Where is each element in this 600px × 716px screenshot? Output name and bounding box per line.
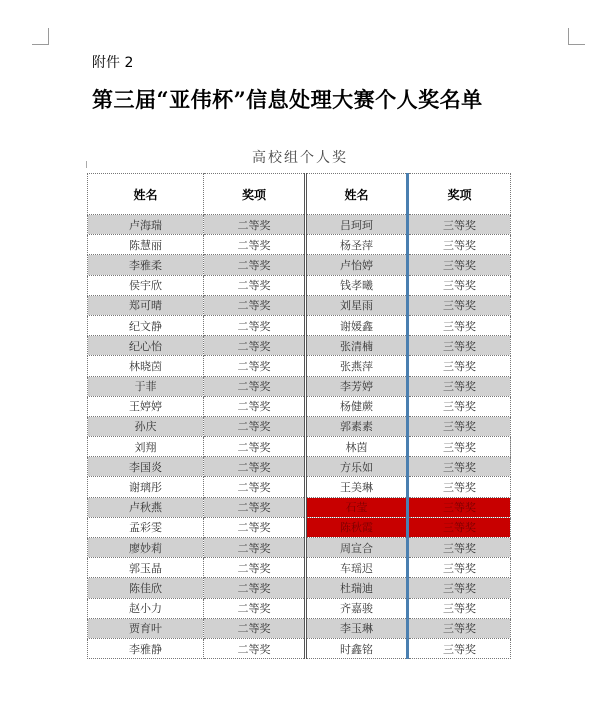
award-cell: 二等奖: [204, 477, 306, 497]
table-row: [88, 578, 511, 598]
winner-name-cell: 钱孝曦: [306, 275, 408, 295]
award-cell: 三等奖: [408, 416, 511, 436]
award-cell: 三等奖: [408, 538, 511, 558]
awards-table: [87, 173, 511, 659]
page-corner-mark-top-left: [32, 28, 49, 45]
winner-name-cell: 王婷婷: [88, 396, 204, 416]
winner-name-cell: 赵小力: [88, 598, 204, 618]
winner-name-cell: 张清楠: [306, 336, 408, 356]
winner-name-cell: 卢海瑞: [88, 215, 204, 235]
winner-name-cell: 李国炎: [88, 457, 204, 477]
table-row: [88, 558, 511, 578]
winner-name-cell: 刘翔: [88, 437, 204, 457]
winner-name-cell: 孟彩雯: [88, 517, 204, 537]
award-cell: 三等奖: [408, 376, 511, 396]
winner-name-cell: 谢璃彤: [88, 477, 204, 497]
award-cell: 三等奖: [408, 618, 511, 638]
table-row: [88, 477, 511, 497]
winner-name-cell: 李玉琳: [306, 618, 408, 638]
award-cell: 三等奖: [408, 215, 511, 235]
document-title: 第三届“亚伟杯”信息处理大赛个人奖名单: [92, 87, 483, 112]
award-cell: 二等奖: [204, 598, 306, 618]
winner-name-cell: 廖妙莉: [88, 538, 204, 558]
table-row: [88, 538, 511, 558]
table-row: [88, 235, 511, 255]
table-row: [88, 396, 511, 416]
table-header-row: [88, 174, 511, 215]
winner-name-cell: 贾育叶: [88, 618, 204, 638]
award-cell: 二等奖: [204, 275, 306, 295]
table-row: [88, 638, 511, 658]
winner-name-cell: 杨圣萍: [306, 235, 408, 255]
award-cell: 二等奖: [204, 517, 306, 537]
table-row: [88, 416, 511, 436]
award-cell: 二等奖: [204, 315, 306, 335]
table-row: [88, 295, 511, 315]
column-header-name-2: 姓名: [306, 174, 408, 215]
winner-name-cell: 纪文静: [88, 315, 204, 335]
winner-name-cell: 林晓茵: [88, 356, 204, 376]
table-row: [88, 275, 511, 295]
table-row: [88, 618, 511, 638]
winner-name-cell: 孙庆: [88, 416, 204, 436]
winner-name-cell: 李雅静: [88, 638, 204, 658]
table-row: [88, 457, 511, 477]
award-cell: 三等奖: [408, 598, 511, 618]
award-cell: 二等奖: [204, 437, 306, 457]
winner-name-cell: 郭玉晶: [88, 558, 204, 578]
table-row: [88, 315, 511, 335]
winner-name-cell: 侯宇欣: [88, 275, 204, 295]
page-corner-mark-top-right: [568, 28, 585, 45]
award-cell: 二等奖: [204, 255, 306, 275]
table-row: [88, 517, 511, 537]
award-cell: 二等奖: [204, 215, 306, 235]
award-cell: 三等奖: [408, 497, 511, 517]
table-anchor-mark: [86, 161, 87, 168]
award-cell: 二等奖: [204, 376, 306, 396]
winner-name-cell: 李雅柔: [88, 255, 204, 275]
winner-name-cell: 陈慧丽: [88, 235, 204, 255]
award-cell: 三等奖: [408, 517, 511, 537]
winner-name-cell: 郭素素: [306, 416, 408, 436]
winner-name-cell: 杜瑞迪: [306, 578, 408, 598]
award-cell: 二等奖: [204, 336, 306, 356]
award-cell: 二等奖: [204, 235, 306, 255]
table-row: [88, 598, 511, 618]
award-cell: 三等奖: [408, 477, 511, 497]
winner-name-cell: 吕珂珂: [306, 215, 408, 235]
winner-name-cell: 石莹: [306, 497, 408, 517]
award-cell: 三等奖: [408, 396, 511, 416]
award-cell: 三等奖: [408, 558, 511, 578]
award-cell: 三等奖: [408, 275, 511, 295]
award-cell: 二等奖: [204, 638, 306, 658]
award-cell: 三等奖: [408, 255, 511, 275]
award-cell: 三等奖: [408, 295, 511, 315]
winner-name-cell: 于菲: [88, 376, 204, 396]
table-row: [88, 215, 511, 235]
award-cell: 二等奖: [204, 618, 306, 638]
award-cell: 三等奖: [408, 638, 511, 658]
award-cell: 三等奖: [408, 235, 511, 255]
winner-name-cell: 谢媛鑫: [306, 315, 408, 335]
winner-name-cell: 纪心怡: [88, 336, 204, 356]
winner-name-cell: 陈秋霞: [306, 517, 408, 537]
winner-name-cell: 方乐如: [306, 457, 408, 477]
award-cell: 二等奖: [204, 396, 306, 416]
winner-name-cell: 卢秋燕: [88, 497, 204, 517]
winner-name-cell: 张燕萍: [306, 356, 408, 376]
award-cell: 二等奖: [204, 457, 306, 477]
award-cell: 二等奖: [204, 356, 306, 376]
column-header-award-1: 奖项: [204, 174, 306, 215]
column-header-name-1: 姓名: [88, 174, 204, 215]
table-row: [88, 497, 511, 517]
award-cell: 三等奖: [408, 356, 511, 376]
award-cell: 二等奖: [204, 295, 306, 315]
winner-name-cell: 郑可晴: [88, 295, 204, 315]
award-cell: 二等奖: [204, 578, 306, 598]
winner-name-cell: 杨健蕨: [306, 396, 408, 416]
award-cell: 二等奖: [204, 497, 306, 517]
table-subtitle: 高校组个人奖: [252, 150, 348, 166]
winner-name-cell: 陈佳欣: [88, 578, 204, 598]
table-row: [88, 437, 511, 457]
award-cell: 三等奖: [408, 315, 511, 335]
table-row: [88, 356, 511, 376]
winner-name-cell: 林茵: [306, 437, 408, 457]
winner-name-cell: 李芳婷: [306, 376, 408, 396]
winner-name-cell: 王美琳: [306, 477, 408, 497]
award-cell: 二等奖: [204, 558, 306, 578]
award-cell: 二等奖: [204, 538, 306, 558]
winner-name-cell: 齐嘉骏: [306, 598, 408, 618]
column-header-award-2: 奖项: [408, 174, 511, 215]
attachment-label: 附件 2: [92, 55, 134, 71]
award-cell: 三等奖: [408, 336, 511, 356]
table-row: [88, 336, 511, 356]
table-row: [88, 376, 511, 396]
winner-name-cell: 刘星雨: [306, 295, 408, 315]
award-cell: 三等奖: [408, 437, 511, 457]
table-row: [88, 255, 511, 275]
award-cell: 三等奖: [408, 457, 511, 477]
winner-name-cell: 卢怡婷: [306, 255, 408, 275]
award-cell: 三等奖: [408, 578, 511, 598]
winner-name-cell: 时鑫铭: [306, 638, 408, 658]
award-cell: 二等奖: [204, 416, 306, 436]
winner-name-cell: 周宣合: [306, 538, 408, 558]
winner-name-cell: 车瑶迟: [306, 558, 408, 578]
